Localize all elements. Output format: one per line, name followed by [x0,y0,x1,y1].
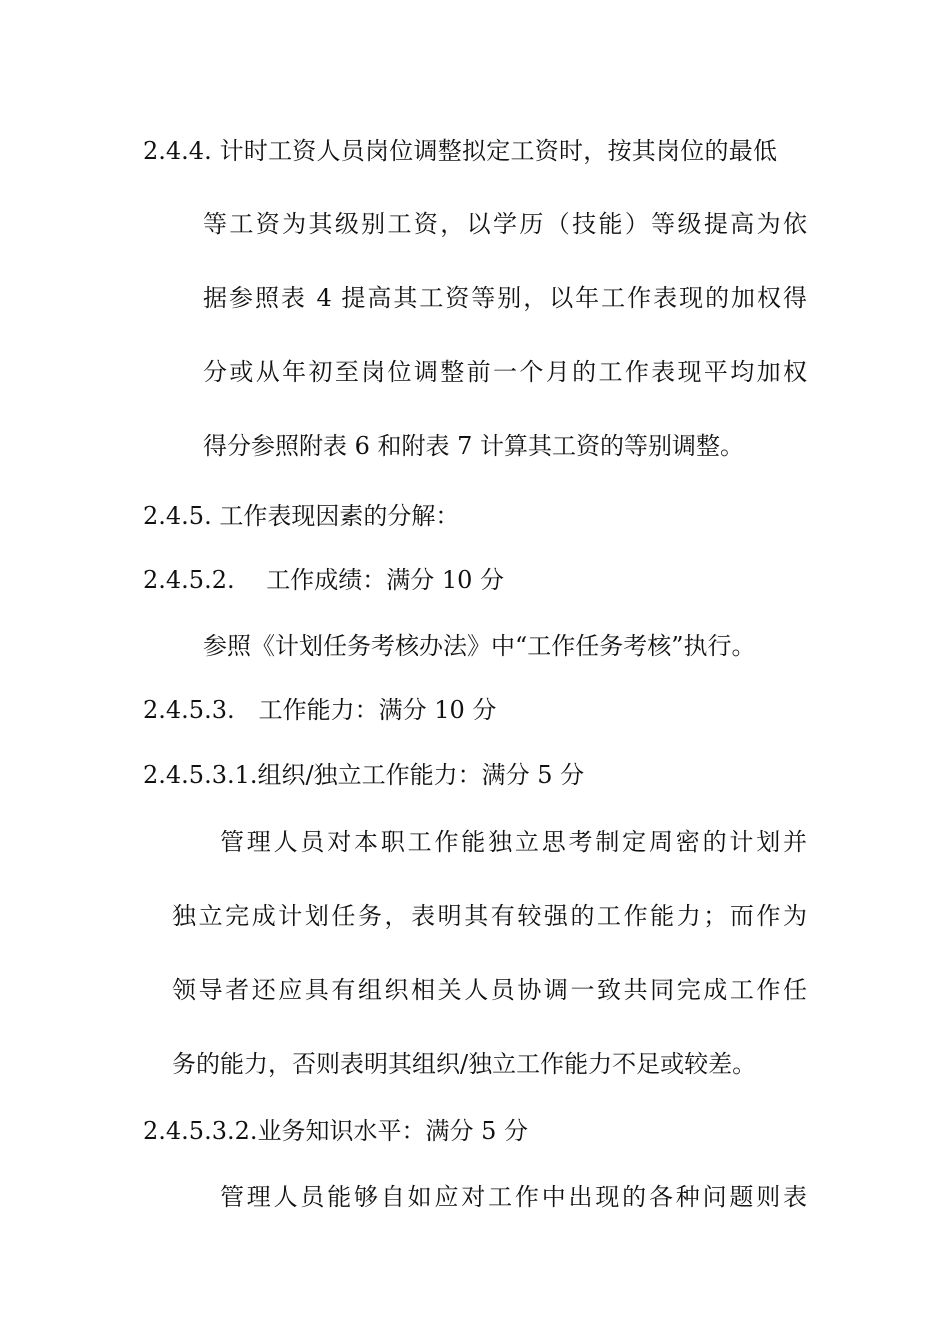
paragraph-line: 管理人员能够自如应对工作中出现的各种问题则表 [220,1183,807,1211]
section-heading-2-4-4: 2.4.4. 计时工资人员岗位调整拟定工资时，按其岗位的最低 [143,137,777,165]
section-heading-2-4-5-3-2: 2.4.5.3.2.业务知识水平：满分 5 分 [143,1117,529,1145]
paragraph-line: 管理人员对本职工作能独立思考制定周密的计划并 [220,828,807,856]
paragraph-line: 务的能力，否则表明其组织/独立工作能力不足或较差。 [172,1050,757,1078]
section-heading-2-4-5-3: 2.4.5.3. 工作能力：满分 10 分 [143,696,497,724]
paragraph-line: 独立完成计划任务，表明其有较强的工作能力；而作为 [172,902,807,930]
paragraph-line: 参照《计划任务考核办法》中“工作任务考核”执行。 [203,632,756,660]
section-heading-2-4-5: 2.4.5. 工作表现因素的分解： [143,502,460,530]
paragraph-line: 分或从年初至岗位调整前一个月的工作表现平均加权 [203,358,807,386]
paragraph-line: 领导者还应具有组织相关人员协调一致共同完成工作任 [172,976,807,1004]
section-heading-2-4-5-2: 2.4.5.2. 工作成绩：满分 10 分 [143,566,505,594]
paragraph-line: 等工资为其级别工资，以学历（技能）等级提高为依 [203,210,807,238]
paragraph-line: 得分参照附表 6 和附表 7 计算其工资的等别调整。 [203,432,745,460]
section-heading-2-4-5-3-1: 2.4.5.3.1.组织/独立工作能力：满分 5 分 [143,761,585,789]
paragraph-line: 据参照表 4 提高其工资等别，以年工作表现的加权得 [203,284,807,312]
